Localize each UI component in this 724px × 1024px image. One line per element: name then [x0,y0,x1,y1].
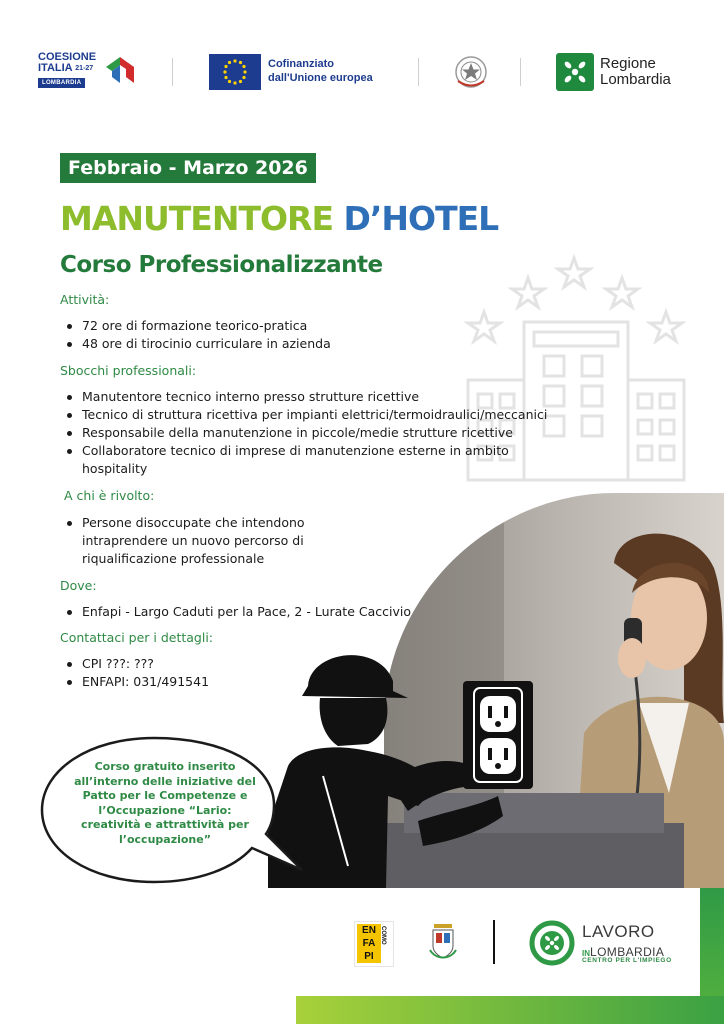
list-item: Manutentore tecnico interno presso strutture ricettive [60,388,600,406]
coesione-line1: COESIONE [38,51,97,63]
list-sbocchi [60,388,600,478]
eu-line1: Cofinanziato [268,58,334,70]
italian-emblem-icon [454,54,488,90]
section-heading-attivita: Attività: [60,292,110,307]
regione-line2: Lombardia [600,71,671,88]
section-heading-rivolto: A chi è rivolto: [64,488,155,503]
enfapi-row: PI [357,950,381,963]
section-heading-sbocchi: Sbocchi professionali: [60,363,197,378]
list-item: Collaboratore tecnico di imprese di manutenzione esterne in ambito hospitality [60,442,544,478]
list-item: Responsabile della manutenzione in piccole/medie strutture ricettive [60,424,600,442]
list-item: Persone disoccupate che intendono intraprendere un nuovo percorso di riqualificazione professionale [60,514,360,568]
power-outlet-icon [462,680,534,790]
lavoro-line1: LAVORO [582,922,655,941]
course-title-part1: MANUTENTORE [60,199,333,238]
list-attivita [60,317,660,353]
enfapi-row: EN [357,924,381,937]
bubble-text: Corso gratuito inserito all’interno delle iniziative del Patto per le Competenze e l’Occupazione “Lario: creatività e attrattività per l’occupazione” [74,760,256,846]
regione-lombardia-icon [556,53,594,91]
section-heading-dove: Dove: [60,578,97,593]
course-title-part2: D’HOTEL [343,199,499,238]
list-item: Tecnico di struttura ricettiva per impianti elettrici/termoidraulici/meccanici [60,406,600,424]
lavoro-line3: CENTRO PER L'IMPIEGO [582,957,672,964]
list-item: 72 ore di formazione teorico-pratica [60,317,660,335]
course-title [60,199,498,238]
coesione-years: 21-27 [75,65,94,72]
footer-accent-bottom [296,996,724,1024]
list-item: 48 ore di tirocinio curriculare in azienda [60,335,660,353]
divider [418,58,419,86]
divider [172,58,173,86]
como-province-icon [428,920,458,964]
divider [520,58,521,86]
coesione-logo [38,52,138,92]
coesione-region: LOMBARDIA [38,78,85,88]
eu-line2: dall'Unione europea [268,72,373,84]
lavoro-line2: LOMBARDIA [590,945,665,959]
coesione-line2: ITALIA [38,62,73,74]
regione-line1: Regione [600,55,656,72]
enfapi-side: COMO [380,926,386,945]
enfapi-row: FA [357,937,381,950]
enfapi-logo [354,921,394,967]
eu-flag-icon [209,54,261,90]
list-item: ENFAPI: 031/491541 [60,673,360,691]
coesione-logo-icon [104,53,136,89]
section-heading-contatti: Contattaci per i dettagli: [60,630,214,645]
course-subtitle: Corso Professionalizzante [60,252,383,278]
list-dove [60,603,460,621]
list-item: Enfapi - Largo Caduti per la Pace, 2 - Lurate Caccivio [60,603,460,621]
list-item: CPI ???: ??? [60,655,360,673]
regione-lombardia-logo [556,53,696,91]
list-rivolto [60,514,360,568]
course-dates: Febbraio - Marzo 2026 [60,153,316,183]
lavoro-lombardia-icon [529,920,575,966]
footer-divider [493,920,495,964]
lavoro-in: IN [582,949,590,958]
eu-logo [209,54,389,90]
